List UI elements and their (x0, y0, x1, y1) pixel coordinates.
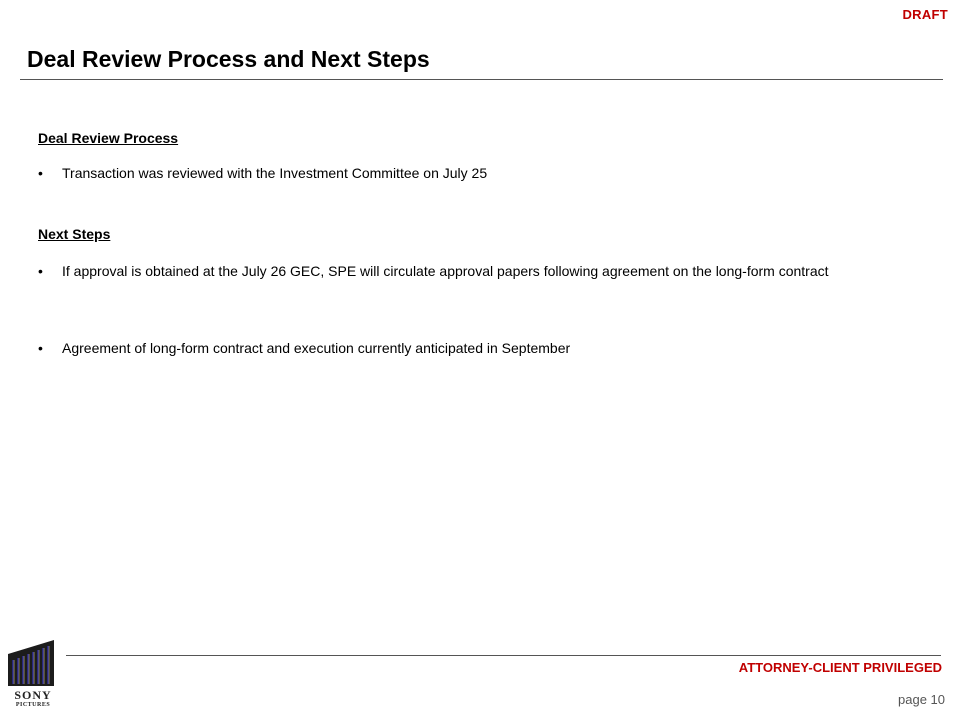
bullet-item (38, 263, 938, 280)
section-heading-deal-review: Deal Review Process (38, 130, 179, 146)
sony-pictures-logo-text (8, 689, 58, 708)
page-number: page 10 (898, 692, 945, 707)
section-heading-next-steps: Next Steps (38, 226, 111, 242)
draft-label: DRAFT (902, 7, 948, 22)
privileged-label: ATTORNEY-CLIENT PRIVILEGED (738, 660, 942, 675)
page-title: Deal Review Process and Next Steps (27, 46, 430, 72)
bullet-text: Transaction was reviewed with the Investment Committee on July 25 (62, 165, 488, 181)
footer-divider (66, 655, 941, 656)
bullet-item (38, 165, 938, 182)
bullet-marker: • (38, 165, 43, 181)
title-divider (20, 79, 943, 80)
bullet-marker: • (38, 263, 43, 279)
bullet-item (38, 340, 938, 357)
bullet-text: If approval is obtained at the July 26 GEC, SPE will circulate approval papers following agreement on the long-form contract (62, 263, 829, 279)
logo-line1: SONY (14, 688, 52, 702)
logo-line2: PICTURES (15, 702, 51, 708)
bullet-text: Agreement of long-form contract and execution currently anticipated in September (62, 340, 571, 356)
bullet-marker: • (38, 340, 43, 356)
